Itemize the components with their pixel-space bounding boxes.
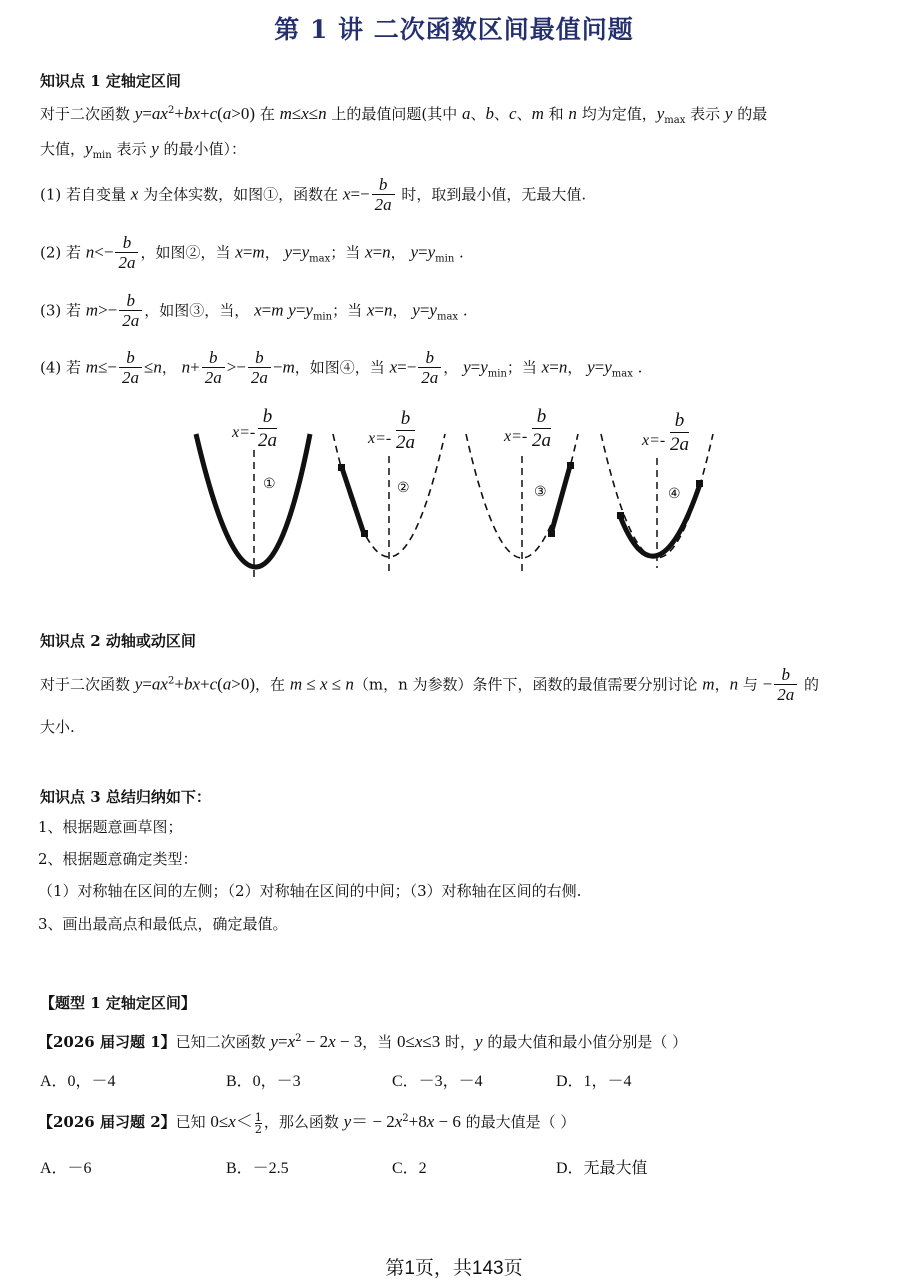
- fraction-b-2a: $\frac{b}{2a}$: [372, 176, 395, 215]
- endpoint-4b: [696, 480, 703, 487]
- q1-option-d[interactable]: D．1，－4: [556, 1073, 632, 1090]
- kp2-line1-c: （m，n 为参数）条件下，函数的最值需要分别讨论: [353, 675, 703, 694]
- circle-4-label: ④: [668, 487, 681, 502]
- kp1-intro-line2-a: 大值，: [40, 140, 86, 158]
- fraction-b-2a: $\frac{b}{2a}$: [774, 666, 797, 705]
- fraction-b-2a: $\frac{b}{2a}$: [119, 349, 142, 388]
- endpoint-3a: [548, 530, 555, 537]
- q1-stem-b: ，当: [362, 1033, 397, 1051]
- q1-option-b[interactable]: B．0，－3: [226, 1073, 301, 1090]
- case3-a: (3) 若: [40, 301, 86, 320]
- kp1-intro-d: 均为定值，: [576, 105, 657, 123]
- case3-b: ，如图③，当，: [144, 301, 250, 320]
- q2-option-d[interactable]: D．无最大值: [556, 1160, 648, 1177]
- q1-stem-d: 的最大值和最小值分别是（ ）: [482, 1033, 688, 1051]
- q2-option-a[interactable]: A．－6: [40, 1160, 92, 1177]
- endpoint-3b: [567, 462, 574, 469]
- fraction-one-half: $\frac{1}{2}$: [254, 1110, 262, 1136]
- q1-stem-a: 已知二次函数: [175, 1033, 271, 1051]
- page-title: 第 1 讲 二次函数区间最值问题: [274, 15, 634, 44]
- fraction-b-2a: $\frac{b}{2a}$: [418, 349, 441, 388]
- interval-segment-2: [342, 468, 364, 534]
- endpoint-4a: [617, 512, 624, 519]
- q2-option-b[interactable]: B．－2.5: [226, 1160, 289, 1177]
- kp1-intro-c: 上的最值问题(其中: [326, 105, 462, 123]
- q1-tag: 【2026 届习题 1】: [38, 1033, 176, 1051]
- parabola-4-svg: [595, 400, 725, 585]
- kp1-intro-a: 对于二次函数: [40, 105, 135, 123]
- kp1-heading: 知识点 1 定轴定区间: [40, 72, 181, 90]
- kp3-item3: 3、画出最高点和最低点，确定最值。: [38, 915, 288, 933]
- graph-4-xlabel: x=-: [642, 432, 666, 449]
- interval-segment-3: [551, 466, 570, 534]
- kp1-case3: (3) 若 m>− $\frac{b}{2a}$ ，如图③，当， x=m $y=y_{min}$；当 x=n， $y=y_{max}$ .: [40, 291, 468, 330]
- case1-c: 时，取到最小值，无最大值.: [396, 185, 587, 204]
- fraction-b-2a: $\frac{b}{2a}$: [202, 349, 225, 388]
- case3-c: ；当: [332, 301, 367, 320]
- graph-4-fraction: $\frac{b}{2a}$: [670, 410, 689, 455]
- graph-1-fraction: $\frac{b}{2a}$: [258, 406, 277, 451]
- kp1-intro-line2-b: 表示: [111, 140, 152, 158]
- endpoint-2b: [361, 530, 368, 537]
- graph-2-fraction: $\frac{b}{2a}$: [396, 408, 415, 453]
- case4-b: ，如图④，当: [294, 358, 390, 377]
- case2-c: ；当: [330, 243, 366, 262]
- q2-stem-a: 已知: [175, 1113, 211, 1131]
- parabola-1-curve: [196, 434, 310, 567]
- kp1-case1: (1) 若自变量 x 为全体实数，如图①，函数在 x=− $\frac{b}{2a}$ 时，取到最小值，无最大值.: [40, 175, 587, 214]
- kp1-case4: (4) 若 m≤− $\frac{b}{2a}$ ≤n， n+ $\frac{b}{2a}$ >− $\frac{b}{2a}$ −m，如图④，当 x=− $\frac{b}{2a}$ ， $y=y_{min}$；当 x=n， $y=y_{max}$ .: [40, 348, 643, 387]
- endpoint-2a: [338, 464, 345, 471]
- interval-segment-4: [620, 484, 700, 556]
- q2-option-c[interactable]: C．2: [392, 1160, 427, 1177]
- kp2-line1-a: 对于二次函数: [40, 675, 135, 694]
- q1-option-c[interactable]: C．－3，－4: [392, 1073, 483, 1090]
- kp1-intro-line1: 对于二次函数 $y=ax^2+bx+c(a>0)$ 在 m≤x≤n 上的最值问题(其中 a、b、c、m 和 n 均为定值，$y_{max}$ 表示 y 的最: [40, 104, 768, 126]
- case1-b: 为全体实数，如图①，函数在: [138, 185, 343, 204]
- section-heading: 【题型 1 定轴定区间】: [40, 994, 196, 1012]
- kp1-case2: (2) 若 n<− $\frac{b}{2a}$ ，如图②，当 x=m， $y=y_{max}$；当 x=n， $y=y_{min}$ .: [40, 233, 464, 272]
- q2-stem-c: 的最大值是（ ）: [460, 1113, 576, 1131]
- kp1-intro-line2-c: 的最小值）：: [158, 140, 247, 158]
- kp1-intro-e: 表示: [685, 105, 725, 123]
- circle-1-label: ①: [263, 477, 276, 492]
- q2-tag: 【2026 届习题 2】: [38, 1113, 176, 1131]
- fraction-b-2a: $\frac{b}{2a}$: [119, 292, 142, 331]
- case4-c: ；当: [506, 358, 542, 377]
- graph-1-xlabel: x=-: [232, 424, 256, 441]
- case2-b: ，如图②，当: [140, 243, 236, 262]
- fraction-b-2a: $\frac{b}{2a}$: [115, 234, 138, 273]
- kp1-intro-line2: 大值，$y_{min}$ 表示 y 的最小值）：: [40, 139, 247, 161]
- graph-3-fraction: $\frac{b}{2a}$: [532, 406, 551, 451]
- kp2-line1: 对于二次函数 $y=ax^2+bx+c(a>0)$，在 m ≤ x ≤ n（m，n 为参数）条件下，函数的最值需要分别讨论 m，n 与 − $\frac{b}{2a}$ 的: [40, 665, 819, 704]
- kp2-line1-b: ，在: [255, 675, 290, 694]
- kp2-line2: 大小.: [40, 718, 75, 736]
- kp3-item2-sub: （1）对称轴在区间的左侧；（2）对称轴在区间的中间；（3）对称轴在区间的右侧.: [38, 882, 582, 900]
- parabola-2-svg: [325, 400, 455, 585]
- question-1: 【2026 届习题 1】已知二次函数 $y=x^2 - 2x - 3$，当 0≤x≤3 时，y 的最大值和最小值分别是（ ）: [38, 1032, 688, 1051]
- case1-a: (1) 若自变量: [40, 185, 131, 204]
- kp1-intro-b: 在: [255, 105, 280, 123]
- fraction-b-2a: $\frac{b}{2a}$: [248, 349, 271, 388]
- q1-stem-c: 时，: [440, 1033, 476, 1051]
- graph-3-xlabel: x=-: [504, 428, 528, 445]
- q2-stem-b: ，那么函数: [263, 1113, 344, 1131]
- kp3-item1: 1、根据题意画草图；: [38, 818, 183, 836]
- kp1-intro-f: 的最: [732, 105, 768, 123]
- kp3-item2: 2、根据题意确定类型：: [38, 850, 198, 868]
- kp2-line1-e: 的: [799, 675, 819, 694]
- circle-3-label: ③: [534, 485, 547, 500]
- case2-a: (2) 若: [40, 243, 86, 262]
- kp3-heading: 知识点 3 总结归纳如下：: [40, 788, 211, 806]
- circle-2-label: ②: [397, 481, 410, 496]
- case4-a: (4) 若: [40, 358, 86, 377]
- graph-2-xlabel: x=-: [368, 430, 392, 447]
- q1-option-a[interactable]: A．0，－4: [40, 1073, 116, 1090]
- question-2: 【2026 届习题 2】已知 0≤x＜ $\frac{1}{2}$ ，那么函数 $y= - 2x^2+8x - 6$ 的最大值是（ ）: [38, 1110, 576, 1136]
- page-footer: 第1页，共143页: [385, 1258, 523, 1279]
- kp2-line1-d: 与: [738, 675, 763, 694]
- kp2-heading: 知识点 2 动轴或动区间: [40, 632, 196, 650]
